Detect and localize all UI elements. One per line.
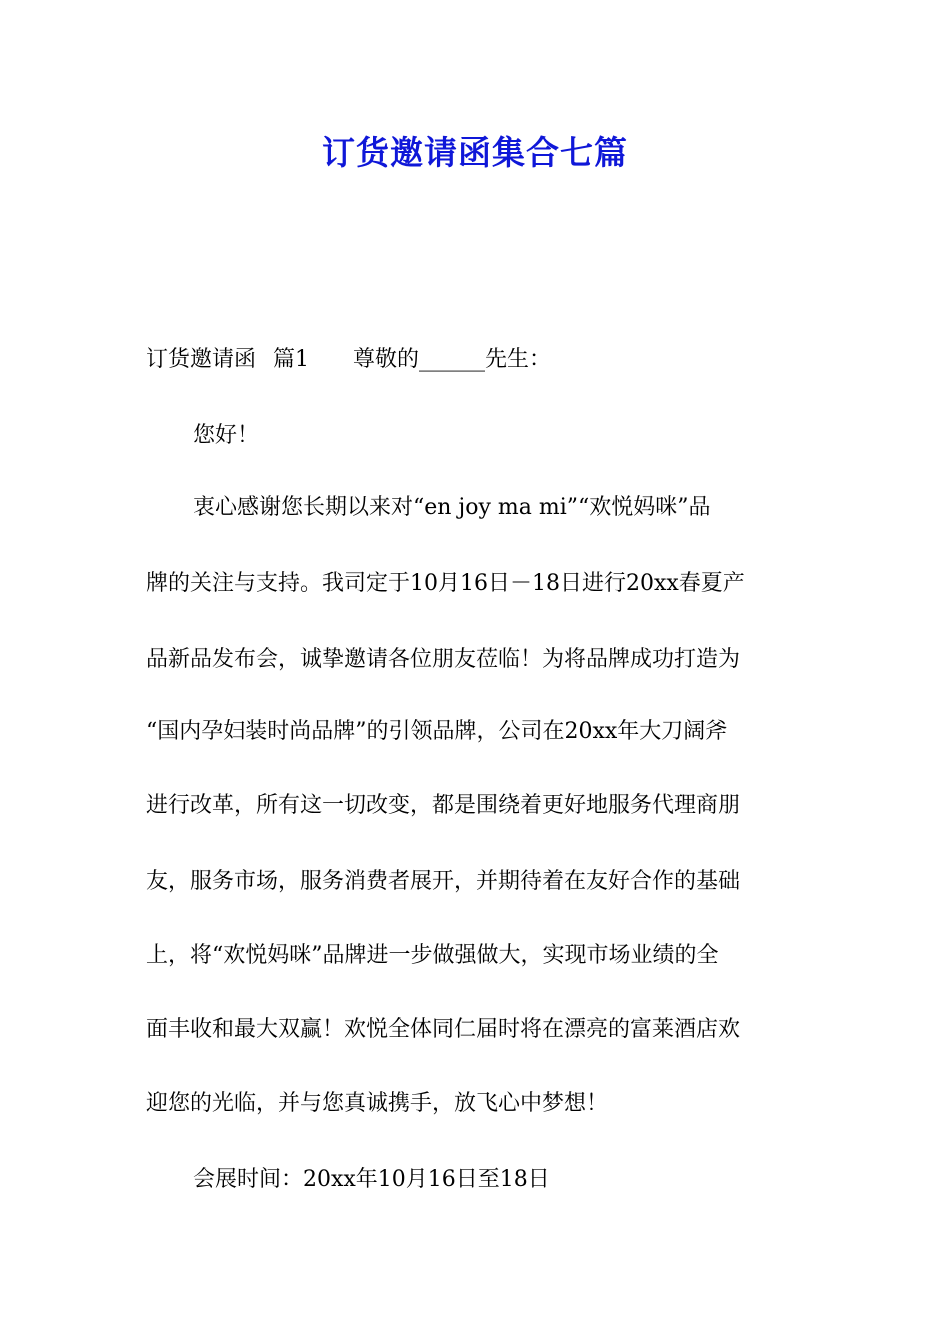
body-line: 友，服务市场，服务消费者展开，并期待着在友好合作的基础: [146, 869, 741, 894]
section-number: 篇1: [273, 347, 310, 372]
body-line: 进行改革，所有这一切改变，都是围绕着更好地服务代理商朋: [146, 793, 741, 818]
salutation: 尊敬的______先生：: [353, 347, 552, 372]
greeting: 您好！: [193, 423, 260, 448]
body-line: 上，将“欢悦妈咪”品牌进一步做强做大，实现市场业绩的全: [146, 943, 719, 968]
section-heading-line: [146, 340, 551, 380]
body-line: 衷心感谢您长期以来对“en joy ma mi”“欢悦妈咪”品: [193, 495, 711, 520]
body-line: 迎您的光临，并与您真诚携手，放飞心中梦想！: [146, 1091, 609, 1116]
document-title: 订货邀请函集合七篇: [322, 133, 628, 172]
section-heading: 订货邀请函: [146, 347, 257, 372]
exhibition-time: 会展时间：20xx年10月16日至18日: [193, 1167, 550, 1192]
body-line: 牌的关注与支持。我司定于10月16日－18日进行20xx春夏产: [146, 571, 745, 596]
body-line: 品新品发布会，诚挚邀请各位朋友莅临！为将品牌成功打造为: [146, 647, 741, 672]
body-line: “国内孕妇装时尚品牌”的引领品牌，公司在20xx年大刀阔斧: [146, 719, 728, 744]
body-line: 面丰收和最大双赢！欢悦全体同仁届时将在漂亮的富莱酒店欢: [146, 1017, 741, 1042]
